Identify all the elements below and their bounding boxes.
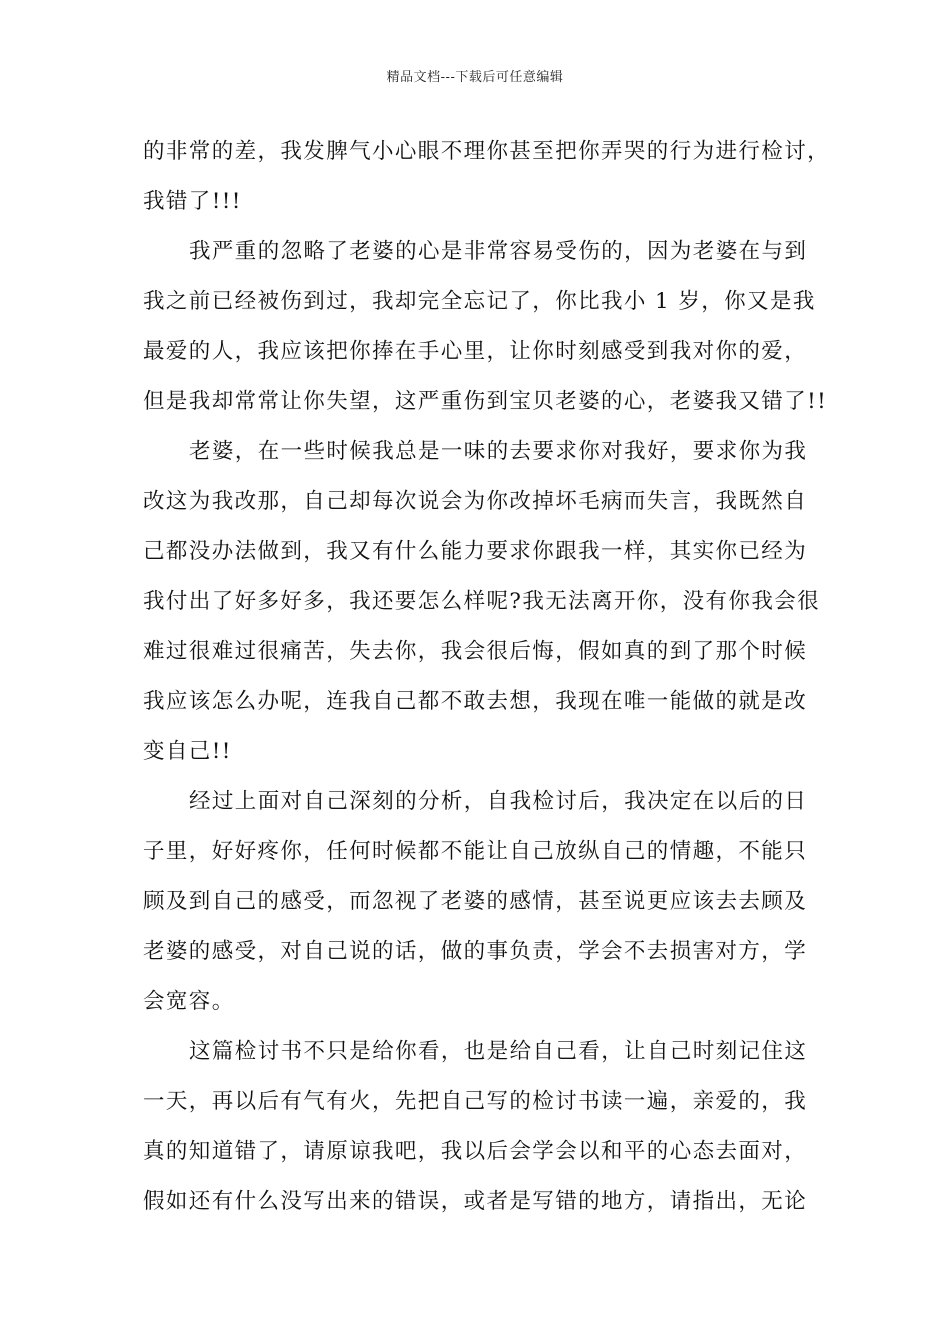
text-line: 我之前已经被伤到过，我却完全忘记了，你比我小 1 岁，你又是我 <box>143 289 816 314</box>
text-line: 但是我却常常让你失望，这严重伤到宝贝老婆的心，老婆我又错了!! <box>143 389 828 414</box>
text-line: 子里，好好疼你，任何时候都不能让自己放纵自己的情趣，不能只 <box>143 839 808 864</box>
paragraph-first-line: 经过上面对自己深刻的分析，自我检讨后，我决定在以后的日 <box>189 789 808 814</box>
text-line: 我付出了好多好多，我还要怎么样呢?我无法离开你，没有你我会很 <box>143 589 821 614</box>
text-line: 真的知道错了，请原谅我吧，我以后会学会以和平的心态去面对， <box>143 1139 808 1164</box>
text-line: 我错了!!! <box>143 189 242 214</box>
text-line: 改这为我改那，自己却每次说会为你改掉坏毛病而失言，我既然自 <box>143 489 808 514</box>
text-line: 老婆的感受，对自己说的话，做的事负责，学会不去损害对方，学 <box>143 939 808 964</box>
text-line: 会宽容。 <box>143 989 235 1014</box>
text-line: 假如还有什么没写出来的错误，或者是写错的地方，请指出，无论 <box>143 1189 808 1214</box>
text-line: 最爱的人，我应该把你捧在手心里，让你时刻感受到我对你的爱， <box>143 339 808 364</box>
text-line: 难过很难过很痛苦，失去你，我会很后悔，假如真的到了那个时候 <box>143 639 808 664</box>
text-line: 变自己!! <box>143 739 232 764</box>
paragraph-first-line: 这篇检讨书不只是给你看，也是给自己看，让自己时刻记住这 <box>189 1039 808 1064</box>
text-line: 顾及到自己的感受，而忽视了老婆的感情，甚至说更应该去去顾及 <box>143 889 808 914</box>
page-header: 精品文档---下载后可任意编辑 <box>386 70 564 85</box>
paragraph-first-line: 我严重的忽略了老婆的心是非常容易受伤的，因为老婆在与到 <box>189 239 808 264</box>
text-line: 一天，再以后有气有火，先把自己写的检讨书读一遍，亲爱的，我 <box>143 1089 808 1114</box>
text-line: 的非常的差，我发脾气小心眼不理你甚至把你弄哭的行为进行检讨， <box>143 139 831 164</box>
document-body <box>143 127 831 1227</box>
text-line: 我应该怎么办呢，连我自己都不敢去想，我现在唯一能做的就是改 <box>143 689 808 714</box>
paragraph-first-line: 老婆，在一些时候我总是一味的去要求你对我好，要求你为我 <box>189 439 808 464</box>
text-line: 己都没办法做到，我又有什么能力要求你跟我一样，其实你已经为 <box>143 539 808 564</box>
